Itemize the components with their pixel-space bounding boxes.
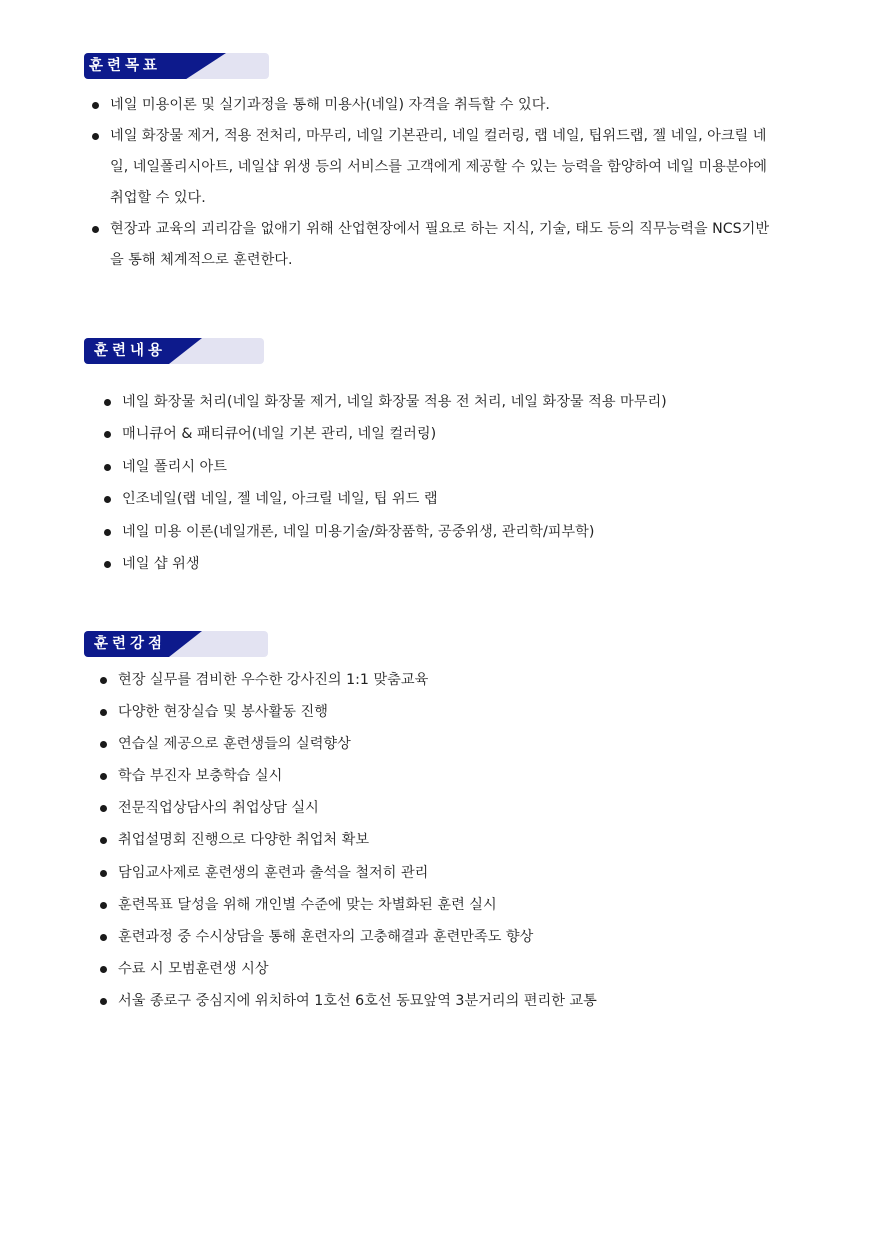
training-strengths-header	[84, 631, 268, 657]
list-item	[88, 121, 848, 214]
list-item-text: 네일 미용이론 및 실기과정을 통해 미용사(네일) 자격을 취득할 수 있다.	[110, 97, 550, 113]
bullet-icon	[100, 677, 107, 684]
bullet-icon	[100, 805, 107, 812]
bullet-icon	[100, 773, 107, 780]
list-item-text: 일, 네일폴리시아트, 네일샵 위생 등의 서비스를 고객에게 제공할 수 있는 능력을 함양하여 네일 미용분야에	[110, 159, 767, 175]
list-item	[96, 953, 597, 985]
list-item-text: 훈련목표 달성을 위해 개인별 수준에 맞는 차별화된 훈련 실시	[118, 896, 497, 913]
list-item-text: 취업할 수 있다.	[110, 190, 206, 206]
bullet-icon	[92, 226, 99, 233]
list-item	[96, 728, 597, 760]
list-item-text: 현장 실무를 겸비한 우수한 강사진의 1:1 맞춤교육	[118, 672, 429, 688]
training-goals-list	[88, 90, 848, 276]
list-item-text: 네일 화장물 처리(네일 화장물 제거, 네일 화장물 적용 전 처리, 네일 화장물 적용 마무리)	[122, 394, 667, 410]
bullet-icon	[104, 464, 111, 471]
list-item	[96, 696, 597, 728]
bullet-icon	[100, 934, 107, 941]
list-item-text: 네일 화장물 제거, 적용 전처리, 마무리, 네일 기본관리, 네일 컬러링, 랩 네일, 팁위드랩, 젤 네일, 아크릴 네	[110, 128, 767, 144]
list-item-text: 수료 시 모범훈련생 시상	[118, 960, 269, 977]
bullet-icon	[100, 741, 107, 748]
list-item-text: 네일 샵 위생	[122, 556, 200, 573]
list-item-text: 현장과 교육의 괴리감을 없애기 위해 산업현장에서 필요로 하는 지식, 기술, 태도 등의 직무능력을 NCS기반	[110, 221, 770, 237]
bullet-icon	[100, 870, 107, 877]
list-item	[100, 548, 667, 580]
bullet-icon	[92, 102, 99, 109]
training-contents-header	[84, 338, 264, 364]
list-item-text: 다양한 현장실습 및 봉사활동 진행	[118, 704, 328, 721]
list-item	[100, 516, 667, 548]
training-contents-list	[100, 386, 667, 580]
list-item-text: 취업설명회 진행으로 다양한 취업처 확보	[118, 832, 370, 849]
list-item	[100, 386, 667, 418]
bullet-icon	[104, 529, 111, 536]
list-item-text: 학습 부진자 보충학습 실시	[118, 768, 283, 785]
list-item	[88, 90, 848, 121]
bullet-icon	[100, 998, 107, 1005]
list-item-text: 인조네일(랩 네일, 젤 네일, 아크릴 네일, 팁 위드 랩	[122, 491, 438, 508]
training-strengths-list	[96, 664, 597, 1017]
list-item	[96, 760, 597, 792]
list-item	[96, 664, 597, 696]
bullet-icon	[100, 902, 107, 909]
bullet-icon	[104, 496, 111, 503]
list-item-text: 훈련과정 중 수시상담을 통해 훈련자의 고충해결과 훈련만족도 향상	[118, 928, 534, 945]
list-item-text: 네일 폴리시 아트	[122, 458, 227, 475]
bullet-icon	[104, 399, 111, 406]
bullet-icon	[100, 966, 107, 973]
section-title: 훈련강점	[94, 636, 167, 652]
list-item	[100, 418, 667, 450]
list-item	[96, 921, 597, 953]
list-item	[96, 889, 597, 921]
training-goals-header	[84, 53, 269, 79]
list-item-text: 연습실 제공으로 훈련생들의 실력향상	[118, 736, 351, 753]
bullet-icon	[100, 837, 107, 844]
list-item	[96, 985, 597, 1017]
bullet-icon	[104, 431, 111, 438]
section-title: 훈련목표	[89, 58, 162, 74]
list-item	[100, 483, 667, 515]
list-item-text: 을 통해 체계적으로 훈련한다.	[110, 252, 293, 268]
list-item	[96, 824, 597, 856]
bullet-icon	[104, 561, 111, 568]
section-title: 훈련내용	[94, 343, 167, 359]
list-item-text: 서울 종로구 중심지에 위치하여 1호선 6호선 동묘앞역 3분거리의 편리한 교통	[118, 992, 597, 1009]
list-item	[96, 857, 597, 889]
list-item	[100, 451, 667, 483]
bullet-icon	[92, 133, 99, 140]
list-item	[96, 792, 597, 824]
bullet-icon	[100, 709, 107, 716]
list-item-text: 담임교사제로 훈련생의 훈련과 출석을 철저히 관리	[118, 864, 429, 881]
list-item-text: 매니큐어 & 패티큐어(네일 기본 관리, 네일 컬러링)	[122, 426, 437, 443]
list-item	[88, 214, 848, 276]
list-item-text: 전문직업상담사의 취업상담 실시	[118, 800, 319, 817]
list-item-text: 네일 미용 이론(네일개론, 네일 미용기술/화장품학, 공중위생, 관리학/피부학)	[122, 523, 595, 540]
